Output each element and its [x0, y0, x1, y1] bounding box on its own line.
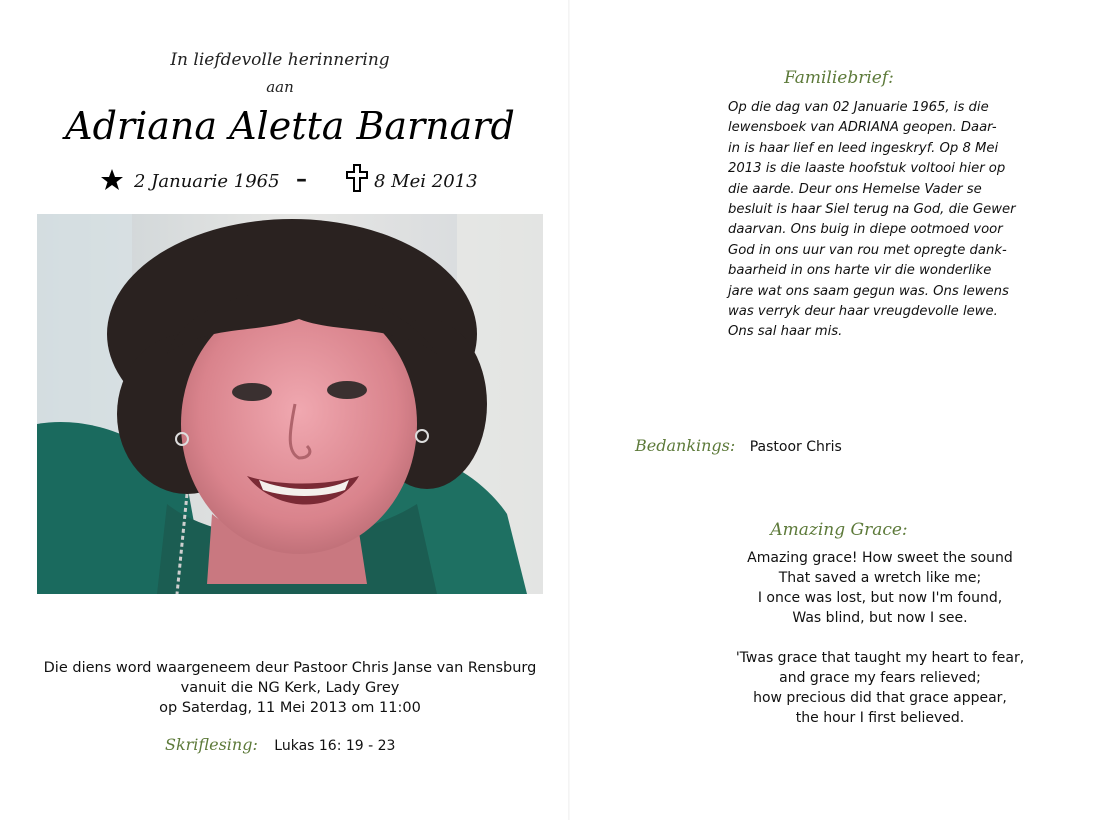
service-line-2: vanuit die NG Kerk, Lady Grey: [180, 680, 400, 696]
death-date: 8 Mei 2013: [374, 171, 478, 192]
cross-icon: [346, 164, 368, 197]
hymn-line: I once was lost, but now I'm found,: [757, 590, 1003, 606]
family-letter-title: Familiebrief:: [784, 68, 894, 88]
hymn-line: the hour I first believed.: [795, 710, 965, 726]
date-dash: –: [296, 166, 307, 192]
scripture-reading: [165, 735, 565, 754]
family-line: baarheid in ons harte vir die wonderlike: [728, 263, 992, 279]
intro-aan-text: aan: [266, 78, 294, 96]
memorial-right-page: [580, 0, 1098, 820]
service-line-3: op Saterdag, 11 Mei 2013 om 11:00: [159, 700, 421, 716]
family-line: Ons sal haar mis.: [728, 324, 843, 340]
family-line: 2013 is die laaste hoofstuk voltooi hier op: [728, 161, 1006, 177]
deceased-name: Adriana Aletta Barnard: [65, 104, 515, 148]
thanks-label: Bedankings:: [635, 436, 736, 455]
hymn-line: That saved a wretch like me;: [778, 570, 982, 586]
family-line: die aarde. Deur ons Hemelse Vader se: [728, 181, 982, 197]
acknowledgements: [635, 436, 1035, 455]
family-line: in is haar lief en leed ingeskryf. Op 8 Mei: [728, 140, 999, 156]
scripture-value: Lukas 16: 19 - 23: [274, 738, 396, 754]
family-line: besluit is haar Siel terug na God, die Gewer: [728, 202, 1016, 218]
service-details: [0, 658, 580, 718]
family-line: God in ons uur van rou met opregte dank-: [728, 242, 1007, 258]
portrait-photo: [37, 214, 543, 594]
star-icon: [100, 168, 124, 197]
verse-gap: [720, 628, 1040, 648]
family-line: was verryk deur haar vreugdevolle lewe.: [728, 304, 998, 320]
page-fold: [568, 0, 570, 820]
hymn-lyrics: [720, 548, 1040, 728]
hymn-title: Amazing Grace:: [770, 520, 908, 540]
hymn-line: 'Twas grace that taught my heart to fear,: [735, 650, 1025, 666]
family-letter-text: [728, 98, 1048, 343]
family-line: jare wat ons saam gegun was. Ons lewens: [728, 283, 1009, 299]
hymn-line: Amazing grace! How sweet the sound: [747, 550, 1013, 566]
intro-text: In liefdevolle herinnering: [170, 50, 390, 70]
service-line-1: Die diens word waargeneem deur Pastoor Chris Janse van Rensburg: [43, 660, 537, 676]
hymn-line: how precious did that grace appear,: [753, 690, 1007, 706]
life-dates: [100, 168, 500, 198]
family-line: Op die dag van 02 Januarie 1965, is die: [728, 100, 989, 115]
scripture-label: Skriflesing:: [165, 735, 258, 754]
family-line: daarvan. Ons buig in diepe ootmoed voor: [728, 222, 1003, 238]
family-line: lewensboek van ADRIANA geopen. Daar-: [728, 120, 997, 136]
hymn-line: and grace my fears relieved;: [779, 670, 981, 686]
birth-date: 2 Januarie 1965: [134, 171, 280, 192]
hymn-line: Was blind, but now I see.: [792, 610, 968, 626]
thanks-value: Pastoor Chris: [749, 439, 842, 455]
